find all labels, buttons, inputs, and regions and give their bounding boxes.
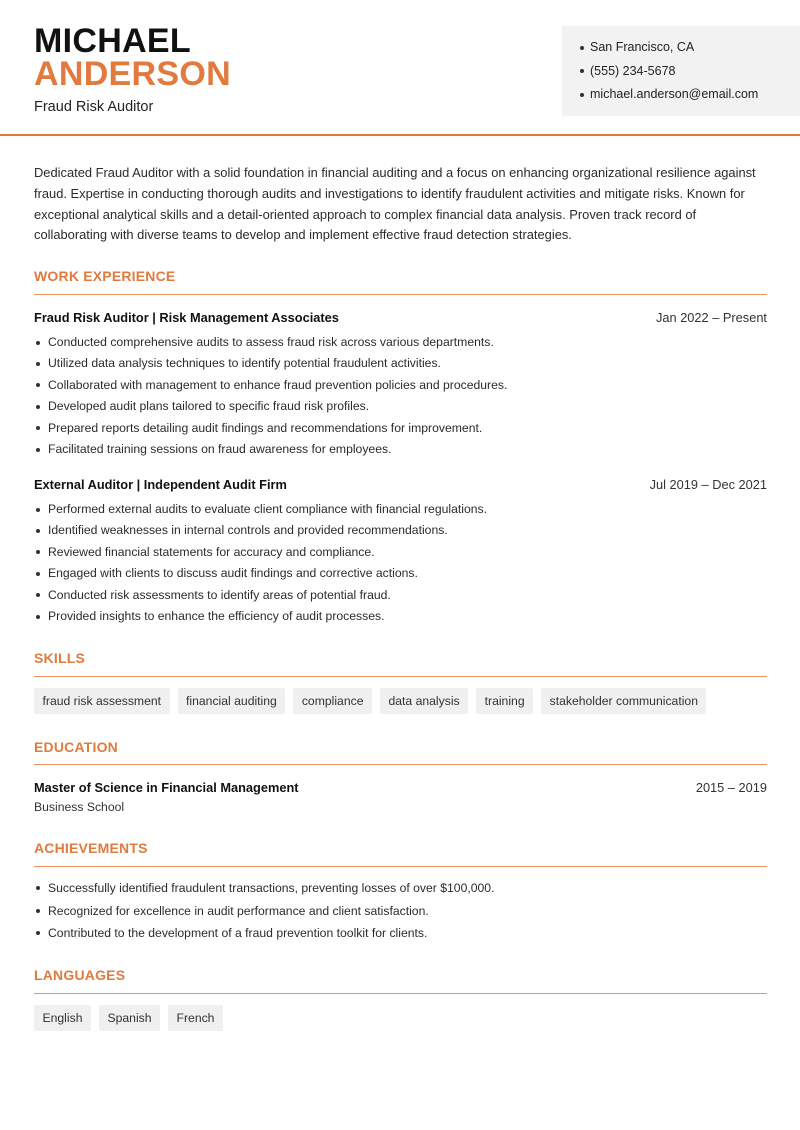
section-title-achievements: ACHIEVEMENTS [34, 840, 148, 856]
section-divider [34, 993, 767, 994]
languages-list [34, 1005, 223, 1031]
skills-list [34, 688, 706, 714]
section-divider [34, 294, 767, 295]
bullet-dot [36, 572, 40, 576]
location-text: San Francisco, CA [590, 40, 695, 54]
language-chip: Spanish [99, 1005, 160, 1031]
list-item [34, 563, 767, 584]
section-title-work: WORK EXPERIENCE [34, 268, 176, 284]
bullet-dot [36, 550, 40, 554]
list-item [34, 439, 767, 460]
email-text: michael.anderson@email.com [590, 87, 759, 101]
section-title-education: EDUCATION [34, 739, 118, 755]
language-chip: French [168, 1005, 223, 1031]
list-item [34, 396, 767, 417]
bullet-text: Prepared reports detailing audit findings and recommendations for improvement. [48, 420, 483, 435]
job-title: Fraud Risk Auditor [34, 99, 154, 115]
bullet-dot [36, 448, 40, 452]
job-header [34, 310, 767, 325]
job-role: External Auditor | Independent Audit Firm [34, 477, 287, 492]
bullet-dot [36, 529, 40, 533]
bullet-dot [36, 886, 40, 890]
bullet-text: Provided insights to enhance the efficiency of audit processes. [48, 608, 385, 623]
list-item [34, 606, 767, 627]
section-divider [34, 866, 767, 867]
bullet-text: Conducted comprehensive audits to assess fraud risk across various departments. [48, 335, 494, 349]
skill-chip: financial auditing [178, 688, 286, 714]
skill-chip: compliance [293, 688, 372, 714]
contact-email [580, 83, 800, 107]
bullet-text: Developed audit plans tailored to specific fraud risk profiles. [48, 399, 370, 414]
list-item [34, 332, 767, 353]
phone-text: (555) 234-5678 [590, 63, 676, 78]
bullet-text: Recognized for excellence in audit performance and client satisfaction. [48, 903, 429, 918]
bullet-text: Identified weaknesses in internal controls and provided recommendations. [48, 523, 448, 538]
job-header [34, 477, 767, 492]
list-item [34, 585, 767, 606]
list-item [34, 499, 767, 520]
skill-chip: fraud risk assessment [34, 688, 170, 714]
bullet-text: Utilized data analysis techniques to identify potential fraudulent activities. [48, 356, 441, 371]
list-item [34, 353, 767, 374]
contact-location [580, 36, 800, 60]
contact-box [562, 26, 800, 116]
bullet-dot [36, 931, 40, 935]
bullet-text: Facilitated training sessions on fraud awareness for employees. [48, 441, 392, 456]
bullet-text: Conducted risk assessments to identify areas of potential fraud. [48, 587, 391, 602]
bullet-dot [36, 383, 40, 387]
contact-phone [580, 60, 800, 84]
bullet-text: Reviewed financial statements for accuracy and compliance. [48, 544, 375, 559]
list-item [34, 418, 767, 439]
bullet-text: Contributed to the development of a fraud prevention toolkit for clients. [48, 926, 428, 940]
bullet-text: Engaged with clients to discuss audit findings and corrective actions. [48, 566, 418, 581]
section-divider [34, 676, 767, 677]
bullet-dot [580, 46, 584, 50]
bullet-dot [36, 426, 40, 430]
bullet-dot [36, 508, 40, 512]
section-title-skills: SKILLS [34, 650, 85, 666]
bullet-text: Successfully identified fraudulent transactions, preventing losses of over $100,000. [48, 881, 495, 895]
job-bullets [34, 332, 767, 460]
skill-chip: data analysis [380, 688, 468, 714]
list-item [34, 900, 767, 923]
bullet-text: Performed external audits to evaluate client compliance with financial regulations. [48, 502, 487, 516]
section-divider [34, 764, 767, 765]
bullet-dot [36, 615, 40, 619]
list-item [34, 877, 767, 900]
education-header [34, 780, 767, 795]
first-name: MICHAEL [34, 22, 191, 60]
bullet-dot [580, 93, 584, 97]
school-name: Business School [34, 800, 125, 814]
language-chip: English [34, 1005, 91, 1031]
bullet-dot [580, 69, 584, 73]
bullet-text: Collaborated with management to enhance fraud prevention policies and procedures. [48, 377, 508, 392]
bullet-dot [36, 909, 40, 913]
achievements-list [34, 877, 767, 945]
bullet-dot [36, 341, 40, 345]
list-item [34, 375, 767, 396]
job-dates: Jan 2022 – Present [656, 310, 767, 325]
job-role: Fraud Risk Auditor | Risk Management Associates [34, 310, 339, 325]
resume-header [0, 0, 800, 136]
skill-chip: training [476, 688, 533, 714]
bullet-dot [36, 362, 40, 366]
degree: Master of Science in Financial Management [34, 780, 299, 795]
list-item [34, 542, 767, 563]
bullet-dot [36, 593, 40, 597]
list-item [34, 520, 767, 541]
section-title-languages: LANGUAGES [34, 967, 126, 983]
summary-paragraph: Dedicated Fraud Auditor with a solid foundation in financial auditing and a focus on enhancing organizational resilience against fraud. Expertise in conducting thorough audits and investigations to identify fraudulent activities and mitigate risks. Known for exceptional analytical skills and a detail-oriented approach to complex financial data analysis. Proven track record of collaborating with diverse teams to develop and implement effective fraud detection strategies. [34, 165, 756, 243]
list-item [34, 922, 767, 945]
job-dates: Jul 2019 – Dec 2021 [649, 477, 767, 492]
bullet-dot [36, 405, 40, 409]
skill-chip: stakeholder communication [541, 688, 706, 714]
last-name: ANDERSON [34, 55, 231, 93]
education-dates: 2015 – 2019 [695, 780, 767, 795]
job-bullets [34, 499, 767, 627]
